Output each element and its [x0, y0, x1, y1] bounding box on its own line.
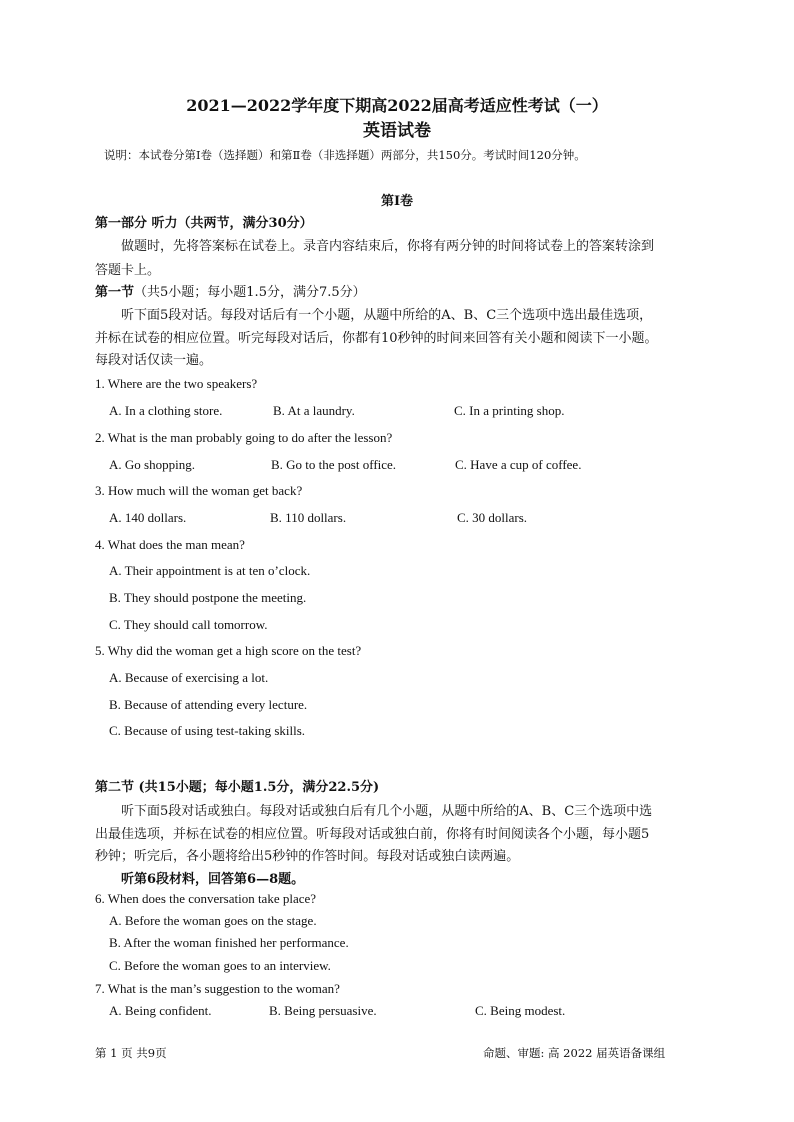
question-5-option-c[interactable]: C. Because of using test-taking skills.: [109, 723, 306, 738]
question-3-option-b[interactable]: B. 110 dollars.: [270, 510, 347, 525]
section2-material-note: 听第6段材料，回答第6—8题。: [121, 872, 305, 887]
question-2-option-c[interactable]: C. Have a cup of coffee.: [455, 457, 582, 472]
question-5-option-b[interactable]: B. Because of attending every lecture.: [109, 697, 308, 712]
question-1-stem: 1. Where are the two speakers?: [95, 376, 258, 391]
section1-heading-rest: （共5小题；每小题1.5分，满分7.5分）: [134, 285, 366, 300]
question-4-option-c[interactable]: C. They should call tomorrow.: [109, 617, 268, 632]
question-2-option-b[interactable]: B. Go to the post office.: [271, 457, 397, 472]
question-4-option-a[interactable]: A. Their appointment is at ten o’clock.: [109, 563, 311, 578]
exam-note: 说明：本试卷分第Ⅰ卷（选择题）和第Ⅱ卷（非选择题）两部分，共150分。考试时间120分钟。: [104, 148, 586, 162]
part1-instruction-line: 答题卡上。: [95, 263, 161, 278]
question-6-option-c[interactable]: C. Before the woman goes to an interview.: [109, 958, 331, 973]
section1-instruction-line: 并标在试卷的相应位置。听完每段对话后，你都有10秒钟的时间来回答有关小题和阅读下一小题。: [95, 331, 658, 346]
section2-instruction-line: 秒钟；听完后，各小题将给出5秒钟的作答时间。每段对话或独白读两遍。: [95, 849, 520, 864]
question-1-option-c[interactable]: C. In a printing shop.: [454, 403, 565, 418]
exam-subject: 英语试卷: [363, 121, 431, 141]
question-2-option-a[interactable]: A. Go shopping.: [109, 457, 195, 472]
section1-instruction-line: 每段对话仅读一遍。: [95, 353, 213, 368]
question-2-stem: 2. What is the man probably going to do after the lesson?: [95, 430, 393, 445]
question-7-option-c[interactable]: C. Being modest.: [475, 1003, 566, 1018]
footer-credit: 命题、审题: 高 2022 届英语备课组: [483, 1046, 666, 1060]
section2-instruction-line: 听下面5段对话或独白。每段对话或独白后有几个小题，从题中所给的A、B、C三个选项中选: [121, 804, 653, 819]
question-7-option-b[interactable]: B. Being persuasive.: [269, 1003, 377, 1018]
volume-title: 第Ⅰ卷: [380, 194, 414, 209]
section2-instruction-line: 出最佳选项，并标在试卷的相应位置。听每段对话或独白前，你将有时间阅读各个小题，每小题5: [95, 827, 650, 842]
question-5-stem: 5. Why did the woman get a high score on the test?: [95, 643, 362, 658]
part1-instruction-line: 做题时，先将答案标在试卷上。录音内容结束后，你将有两分钟的时间将试卷上的答案转涂到: [121, 239, 655, 254]
question-6-stem: 6. When does the conversation take place?: [95, 891, 317, 906]
question-6-option-a[interactable]: A. Before the woman goes on the stage.: [109, 913, 317, 928]
question-4-option-b[interactable]: B. They should postpone the meeting.: [109, 590, 307, 605]
question-7-option-a[interactable]: A. Being confident.: [109, 1003, 212, 1018]
part1-heading: 第一部分 听力（共两节，满分30分）: [95, 216, 313, 231]
question-3-option-c[interactable]: C. 30 dollars.: [457, 510, 528, 525]
section1-heading-bold: 第一节: [95, 285, 135, 300]
question-3-stem: 3. How much will the woman get back?: [95, 483, 303, 498]
section1-instruction-line: 听下面5段对话。每段对话后有一个小题，从题中所给的A、B、C三个选项中选出最佳选项，: [121, 308, 653, 323]
question-1-option-a[interactable]: A. In a clothing store.: [109, 403, 223, 418]
section2-heading: 第二节 (共15小题；每小题1.5分，满分22.5分): [95, 780, 380, 795]
question-5-option-a[interactable]: A. Because of exercising a lot.: [109, 670, 269, 685]
question-1-option-b[interactable]: B. At a laundry.: [273, 403, 355, 418]
page-number: 第 1 页 共9页: [95, 1046, 167, 1060]
question-7-stem: 7. What is the man’s suggestion to the woman?: [95, 981, 340, 996]
question-3-option-a[interactable]: A. 140 dollars.: [109, 510, 187, 525]
question-6-option-b[interactable]: B. After the woman finished her performance.: [109, 935, 349, 950]
section1-heading: [95, 281, 366, 300]
question-4-stem: 4. What does the man mean?: [95, 537, 245, 552]
exam-title: 2021—2022学年度下期高2022届高考适应性考试（一）: [186, 96, 608, 115]
